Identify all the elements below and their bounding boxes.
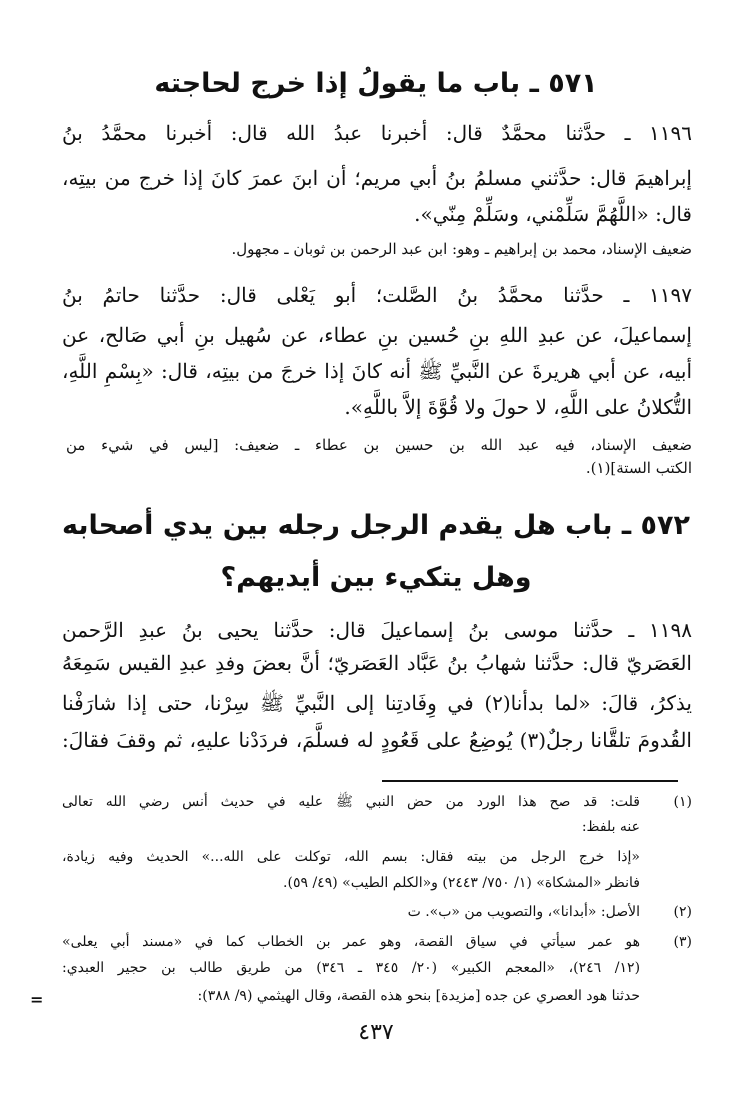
- footnote-2-number: (٢): [673, 904, 692, 920]
- hadith-1196-line-3: قال: «اللَّهُمَّ سَلِّمْني، وسَلِّمْ مِنّي».: [414, 202, 692, 226]
- hadith-1197-grading-2: الكتب الستة](١).: [585, 459, 692, 477]
- footnote-3-line-1: هو عمر سيأتي في سياق القصة، وهو عمر بن الخطاب كما في «مسند أبي يعلى»: [62, 934, 640, 950]
- hadith-1196-line-2: إبراهيمَ قال: حدَّثني مسلمُ بنُ أبي مريم؛ أن ابنَ عمرَ كانَ إذا خرج من بيتِه،: [62, 166, 692, 190]
- footnote-1-line-3: «إذا خرج الرجل من بيته فقال: بسم الله، توكلت على الله...» الحديث وفيه زيادة،: [62, 849, 640, 865]
- hadith-1196-grading: ضعيف الإسناد، محمد بن إبراهيم ـ وهو: ابن عبد الرحمن بن ثوبان ـ مجهول.: [231, 240, 692, 258]
- hadith-1197-grading-1: ضعيف الإسناد، فيه عبد الله بن حسين بن عطاء ـ ضعيف: [ليس في شيء من: [66, 436, 692, 454]
- footnote-divider: [382, 780, 678, 782]
- hadith-1198-line-4: القُدومَ تلقَّانا رجلٌ(٣) يُوضِعُ على قَعُودٍ له فسلَّمَ، فردَدْنا عليهِ، ثم وقفَ فقالَ:: [62, 728, 692, 752]
- chapter-heading-571: ٥٧١ ـ باب ما يقولُ إذا خرج لحاجته: [154, 68, 598, 99]
- continuation-mark: =: [30, 990, 44, 1009]
- hadith-1197-line-1: ١١٩٧ ـ حدَّثنا محمَّدُ بنُ الصَّلت؛ أبو يَعْلى قال: حدَّثنا حاتمُ بنُ: [62, 283, 692, 307]
- footnote-1-line-4: فانظر «المشكاة» (١/ ٧٥٠/ ٢٤٤٣) و«الكلم الطيب» (٤٩/ ٥٩).: [283, 875, 640, 891]
- hadith-1198-line-3: يذكرُ، قالَ: «لما بدأنا(٢) في وِفَادتِنا إلى النَّبيِّ ﷺ سِرْنا، حتى إذا شارَفْنا: [62, 691, 692, 715]
- footnote-1-number: (١): [673, 794, 692, 810]
- hadith-1198-line-2: العَصَريّ قال: حدَّثنا شهابُ بنُ عَبَّاد العَصَريّ؛ أنَّ بعضَ وفدِ عبدِ القيس سَمِعَهُ: [62, 651, 692, 675]
- footnote-1-line-2: عنه بلفظ:: [581, 819, 640, 835]
- page-number: ٤٣٧: [358, 1020, 394, 1045]
- footnote-3-line-2: (١٢/ ٢٤٦)، «المعجم الكبير» (٢٠/ ٣٤٥ ـ ٣٤٦) من طريق طالب بن حجير العبدي:: [62, 960, 641, 976]
- hadith-1198-line-1: ١١٩٨ ـ حدَّثنا موسى بنُ إسماعيلَ قال: حدَّثنا يحيى بنُ عبدِ الرَّحمن: [62, 618, 693, 642]
- footnote-1-line-1: قلت: قد صح هذا الورد من حض النبي ﷺ عليه في حديث أنس رضي الله تعالى: [62, 794, 640, 810]
- footnote-3-number: (٣): [673, 934, 692, 950]
- footnote-3-line-3: حدثنا هود العصري عن جده [مزيدة] بنحو هذه القصة، وقال الهيثمي (٩/ ٣٨٨):: [197, 988, 640, 1004]
- footnote-2-line-1: الأصل: «أبدانا»، والتصويب من «ب». ت: [407, 904, 640, 920]
- chapter-heading-572: ٥٧٢ ـ باب هل يقدم الرجل رجله بين يدي أصحابه: [61, 510, 690, 541]
- chapter-heading-572-subtitle: وهل يتكيء بين أيديهم؟: [220, 562, 532, 593]
- hadith-1197-line-3: أبيه، عن أبي هريرةَ عن النَّبيِّ ﷺ أنه كانَ إذا خرجَ من بيتِه، قال: «بِسْمِ اللَّهِ،: [62, 359, 692, 383]
- hadith-1197-line-2: إسماعيلَ، عن عبدِ اللهِ بنِ حُسين بنِ عطاء، عن سُهيل بنِ أبي صَالح، عن: [62, 323, 692, 347]
- hadith-1196-line-1: ١١٩٦ ـ حدَّثنا محمَّدٌ قال: أخبرنا عبدُ الله قال: أخبرنا محمَّدُ بنُ: [62, 121, 692, 145]
- hadith-1197-line-4: التُّكلانُ على اللَّهِ، لا حولَ ولا قُوَّةَ إلاَّ باللَّهِ».: [344, 395, 692, 419]
